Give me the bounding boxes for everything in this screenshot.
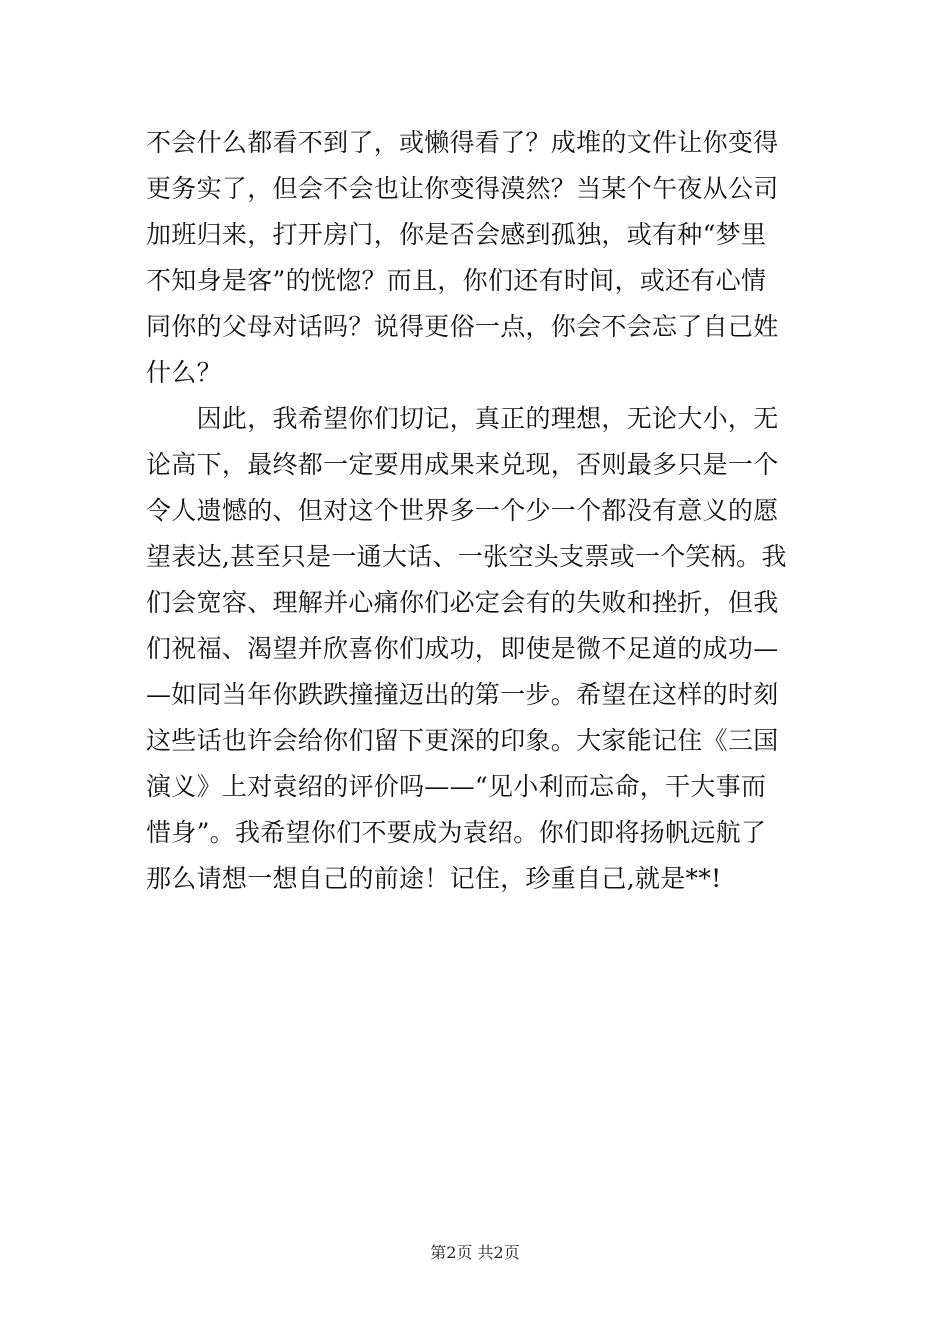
text-line: 望表达,甚至只是一通大话、一张空头支票或一个笑柄。我 xyxy=(146,542,787,571)
text-line: 这些话也许会给你们留下更深的印象。大家能记住《三国 xyxy=(146,726,779,755)
text-line: 们会宽容、理解并心痛你们必定会有的失败和挫折，但我 xyxy=(146,588,779,617)
text-line: 们祝福、渴望并欣喜你们成功，即使是微不足道的成功— xyxy=(146,634,779,663)
text-line: —如同当年你跌跌撞撞迈出的第一步。希望在这样的时刻 xyxy=(146,680,779,709)
page-number-footer: 第2页 共2页 xyxy=(430,1243,520,1262)
text-line: 不会什么都看不到了，或懒得看了？成堆的文件让你变得 xyxy=(146,128,779,157)
body-text xyxy=(146,120,806,902)
text-line: 演义》上对袁绍的评价吗——“见小利而忘命，干大事而 xyxy=(146,772,767,801)
text-line: 因此，我希望你们切记，真正的理想，无论大小，无 xyxy=(146,404,779,433)
text-line: 论高下，最终都一定要用成果来兑现，否则最多只是一个 xyxy=(146,450,779,479)
text-line: 同你的父母对话吗？说得更俗一点，你会不会忘了自己姓 xyxy=(146,312,779,341)
text-line: 令人遗憾的、但对这个世界多一个少一个都没有意义的愿 xyxy=(146,496,779,525)
text-line: 什么？ xyxy=(146,358,222,387)
text-line: 更务实了，但会不会也让你变得漠然？当某个午夜从公司 xyxy=(146,174,779,203)
text-line: 惜身”。我希望你们不要成为袁绍。你们即将扬帆远航了 xyxy=(146,818,767,847)
text-line: 加班归来，打开房门，你是否会感到孤独，或有种“梦里 xyxy=(146,220,767,249)
text-line: 不知身是客”的恍惚？而且，你们还有时间，或还有心情 xyxy=(146,266,767,295)
text-line: 那么请想一想自己的前途！记住，珍重自己,就是**! xyxy=(146,864,722,893)
